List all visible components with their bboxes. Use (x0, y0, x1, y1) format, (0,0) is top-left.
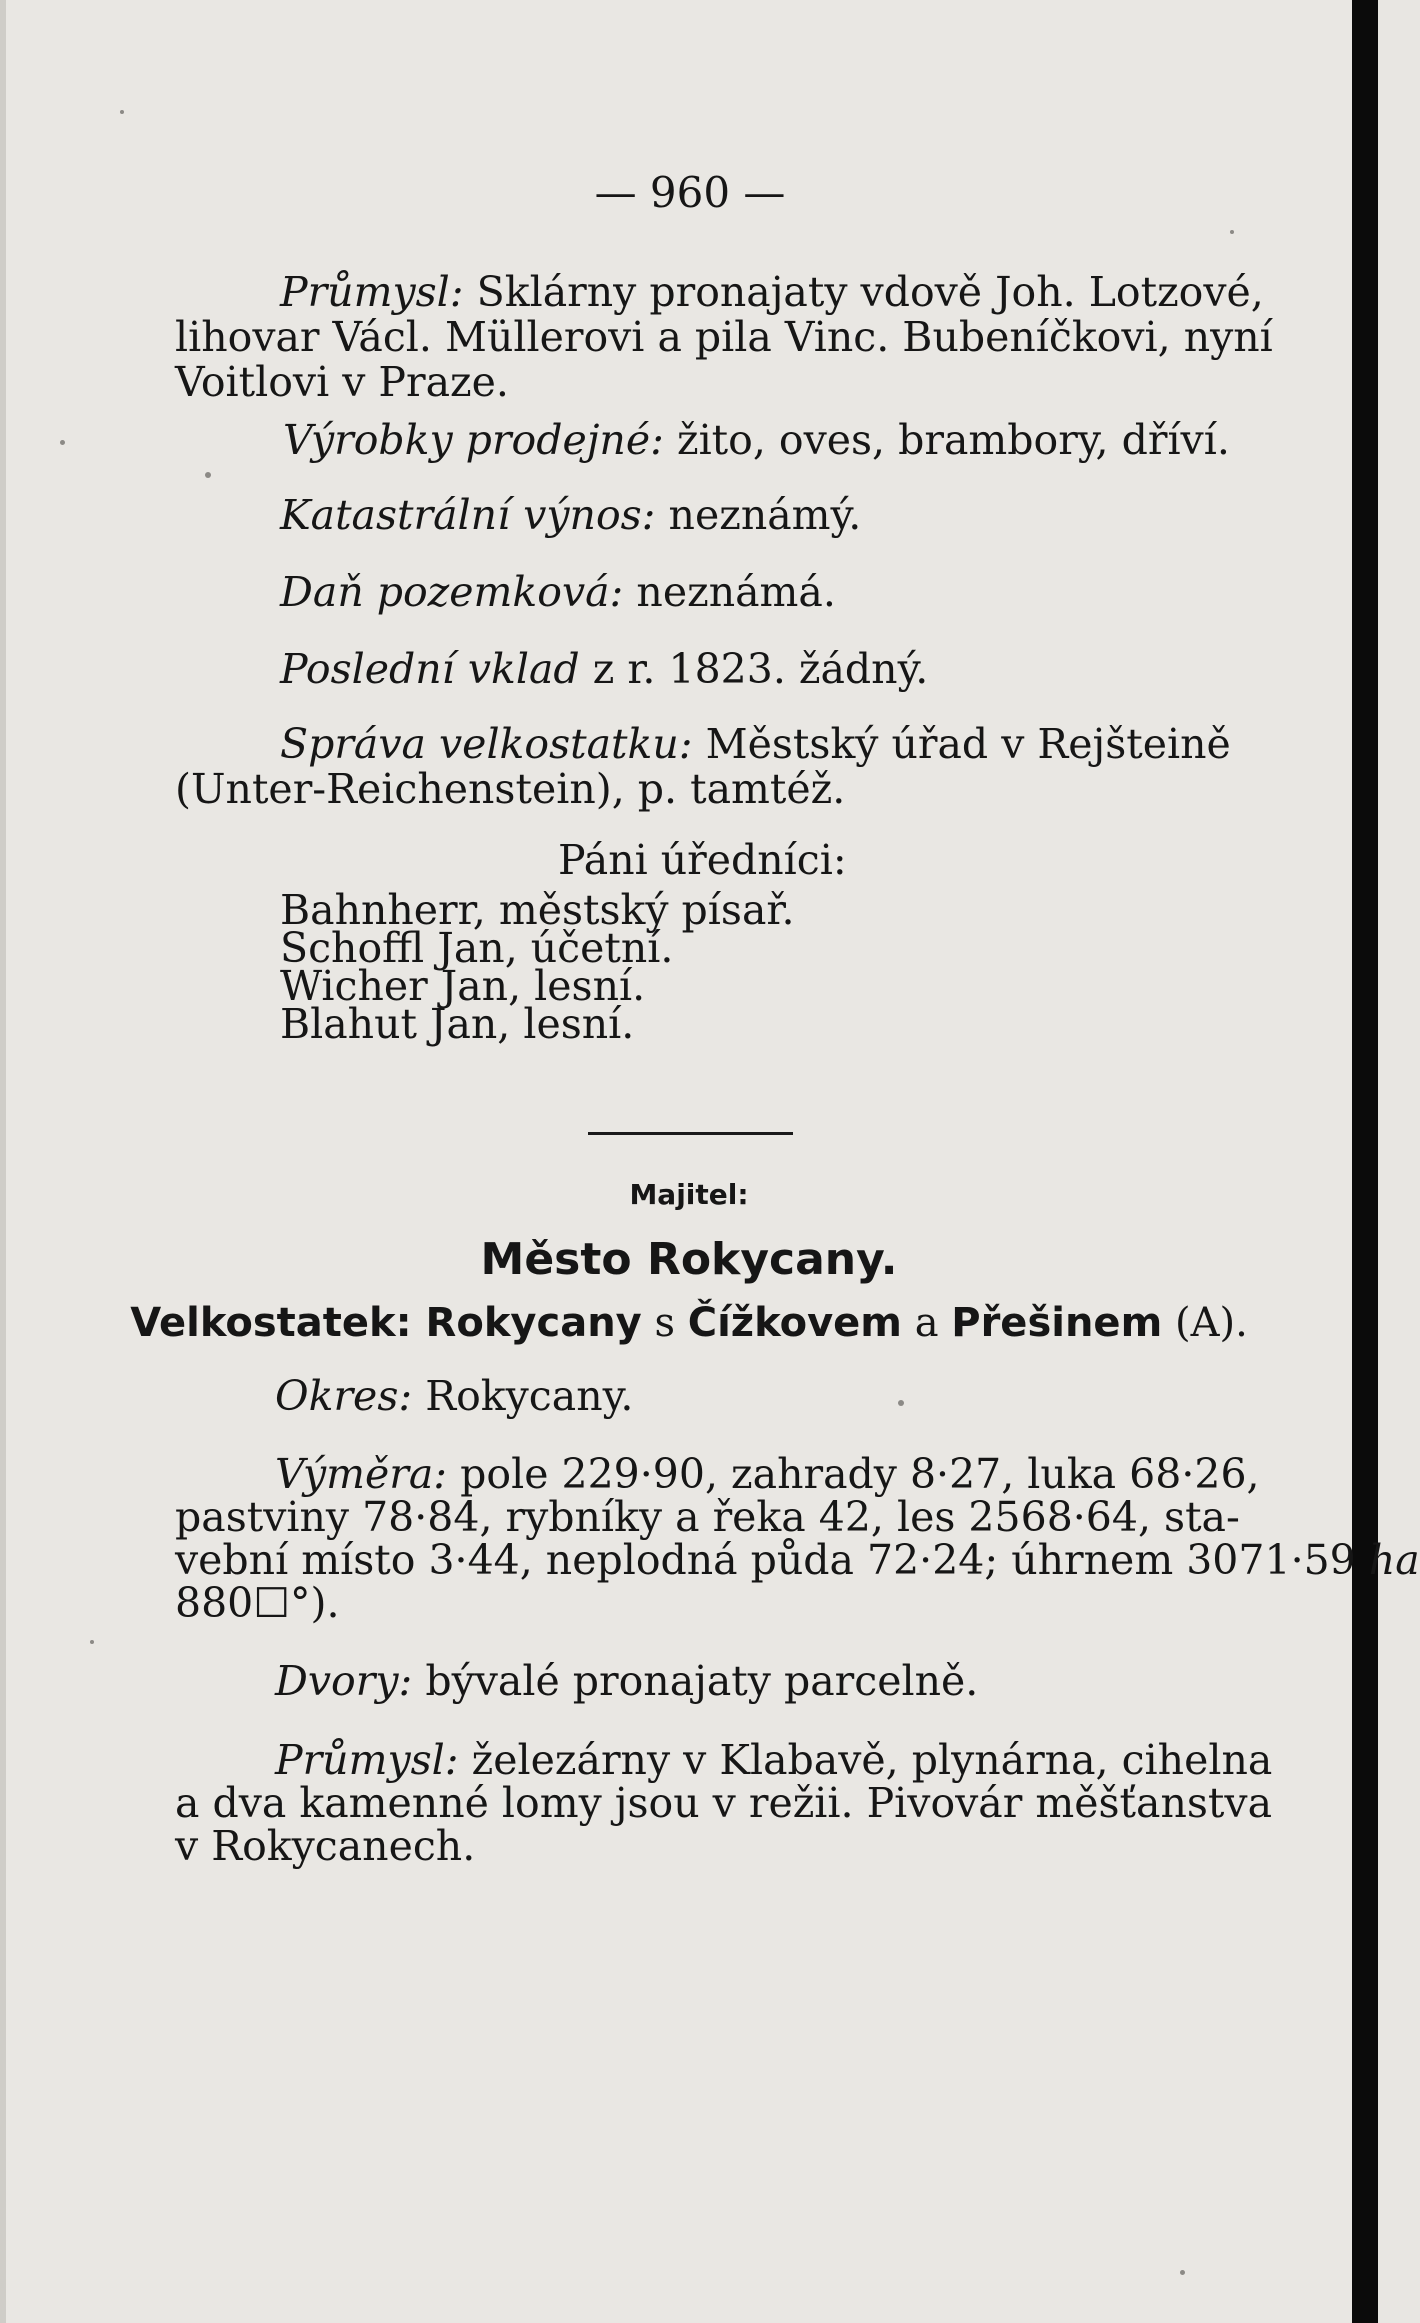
prumysl2-line-3: v Rokycanech. (175, 1822, 476, 1870)
dan-label: Daň pozemková: (280, 568, 624, 616)
sprava-line-2: (Unter-Reichenstein), p. tamtéž. (175, 765, 846, 813)
scan-edge-right (1352, 0, 1378, 2323)
majitel-name: Město Rokycany. (480, 1234, 898, 1285)
vymera-line-4: 880☐°). (175, 1579, 340, 1627)
prumysl2-line-1: Průmysl: železárny v Klabavě, plynárna, cihelna (275, 1736, 1273, 1784)
majitel-label: Majitel: (629, 1178, 749, 1211)
vyrobky-line: Výrobky prodejné: žito, oves, brambory, dříví. (283, 416, 1230, 464)
prumysl-label: Průmysl: (280, 268, 464, 316)
vymera-line-2: pastviny 78·84, rybníky a řeka 42, les 2568·64, sta- (175, 1493, 1240, 1541)
sprava-label: Správa velkostatku: (280, 720, 693, 768)
prumysl2-line-2: a dva kamenné lomy jsou v režii. Pivovár měšťanstva (175, 1779, 1273, 1827)
katastralni-label: Katastrální výnos: (280, 491, 656, 539)
dan-line: Daň pozemková: neznámá. (280, 568, 836, 616)
okres-label: Okres: (275, 1372, 413, 1420)
sprava-line-1: Správa velkostatku: Městský úřad v Rejšteině (280, 720, 1231, 768)
urednik-4: Blahut Jan, lesní. (280, 1000, 635, 1048)
prumysl-line-2: lihovar Václ. Müllerovi a pila Vinc. Bubeníčkovi, nyní (175, 313, 1273, 361)
estate2-section (175, 1372, 1420, 1896)
urednik-1: Bahnherr, městský písař. (280, 886, 795, 934)
vymera-label: Výměra: (275, 1450, 448, 1498)
vklad-line: Poslední vklad z r. 1823. žádný. (280, 645, 929, 693)
section-divider (588, 1132, 793, 1135)
urednici-heading: Páni úředníci: (558, 836, 847, 884)
speck (120, 110, 124, 114)
dvory-label: Dvory: (275, 1657, 413, 1705)
speck (1230, 230, 1234, 234)
dvory-line: Dvory: bývalé pronajaty parcelně. (275, 1657, 979, 1705)
okres-line: Okres: Rokycany. (275, 1372, 634, 1420)
page-number: — 960 — (594, 168, 786, 217)
urednik-2: Schoffl Jan, účetní. (280, 924, 674, 972)
speck (90, 1640, 94, 1644)
prumysl-line-3: Voitlovi v Praze. (175, 358, 509, 406)
katastralni-line: Katastrální výnos: neznámý. (280, 491, 862, 539)
urednik-3: Wicher Jan, lesní. (280, 962, 646, 1010)
speck (1180, 2270, 1185, 2275)
vymera-line-3: vební místo 3·44, neplodná půda 72·24; úhrnem 3071·59 ha (175, 1536, 1420, 1584)
scan-edge-left (0, 0, 6, 2323)
estate2-heading: Velkostatek: Rokycany s Čížkovem a Přešinem (A). (130, 1300, 1248, 1346)
vymera-line-1: Výměra: pole 229·90, zahrady 8·27, luka 68·26, (275, 1450, 1260, 1498)
vyrobky-label: Výrobky prodejné: (283, 416, 664, 464)
vklad-label: Poslední vklad (280, 645, 580, 693)
prumysl-line-1: Průmysl: Sklárny pronajaty vdově Joh. Lotzové, (280, 268, 1264, 316)
speck (60, 440, 65, 445)
estate1-section (175, 268, 1273, 1072)
prumysl2-label: Průmysl: (275, 1736, 459, 1784)
